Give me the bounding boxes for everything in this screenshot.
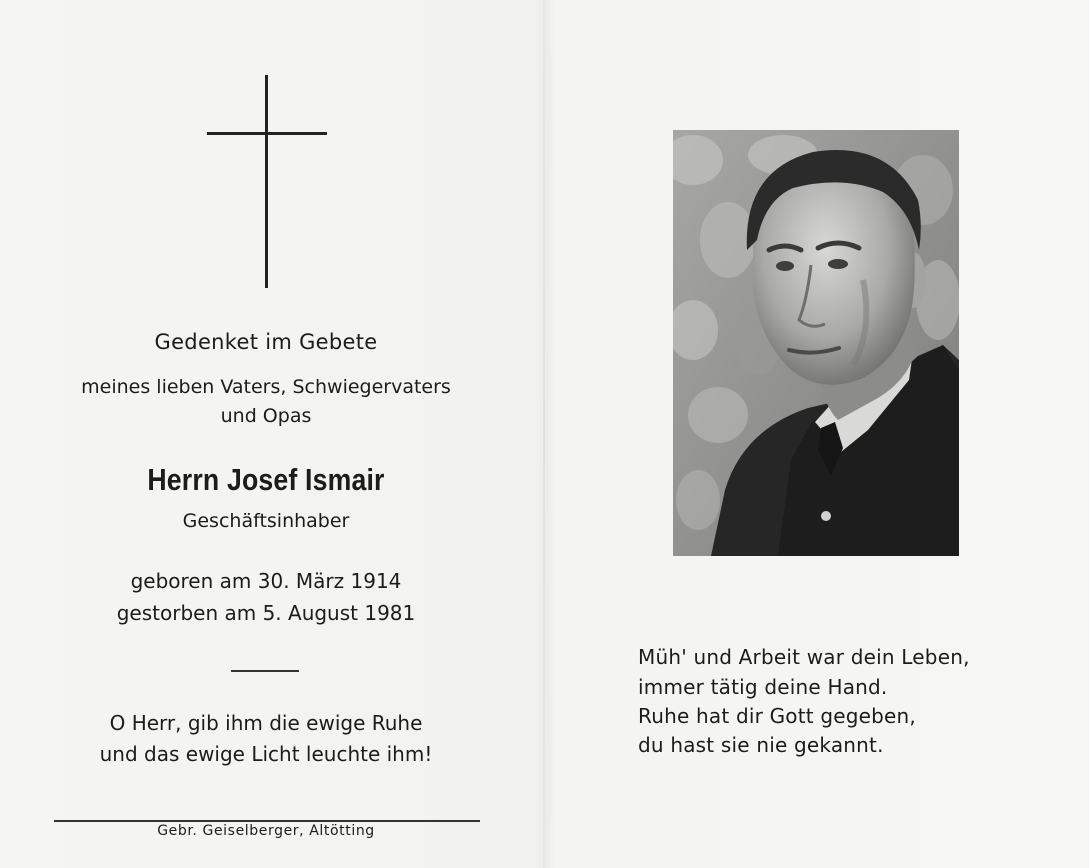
center-fold <box>543 0 545 868</box>
verse-line-3: Ruhe hat dir Gott gegeben, <box>638 704 916 728</box>
prayer-line-1: O Herr, gib ihm die ewige Ruhe <box>109 711 423 735</box>
birth-date: geboren am 30. März 1914 <box>130 569 402 593</box>
prayer-line-2: und das ewige Licht leuchte ihm! <box>99 742 433 766</box>
cross-icon-bar <box>207 132 327 135</box>
heading: Gedenket im Gebete <box>154 330 378 354</box>
verse-line-1: Müh' und Arbeit war dein Leben, <box>638 645 970 669</box>
cross-icon <box>265 75 268 288</box>
verse-line-2: immer tätig deine Hand. <box>638 675 888 699</box>
printer-credit: Gebr. Geiselberger, Altötting <box>157 823 375 839</box>
verse-line-4: du hast sie nie gekannt. <box>638 733 884 757</box>
relation-line-2: und Opas <box>220 405 312 427</box>
death-date: gestorben am 5. August 1981 <box>116 601 416 625</box>
deceased-name: Herrn Josef Ismair <box>147 462 385 497</box>
printer-rule <box>54 820 480 822</box>
relation-line-1: meines lieben Vaters, Schwiegervaters <box>81 376 451 398</box>
portrait-photo <box>673 130 959 556</box>
divider <box>231 670 299 672</box>
occupation: Geschäftsinhaber <box>182 510 350 532</box>
